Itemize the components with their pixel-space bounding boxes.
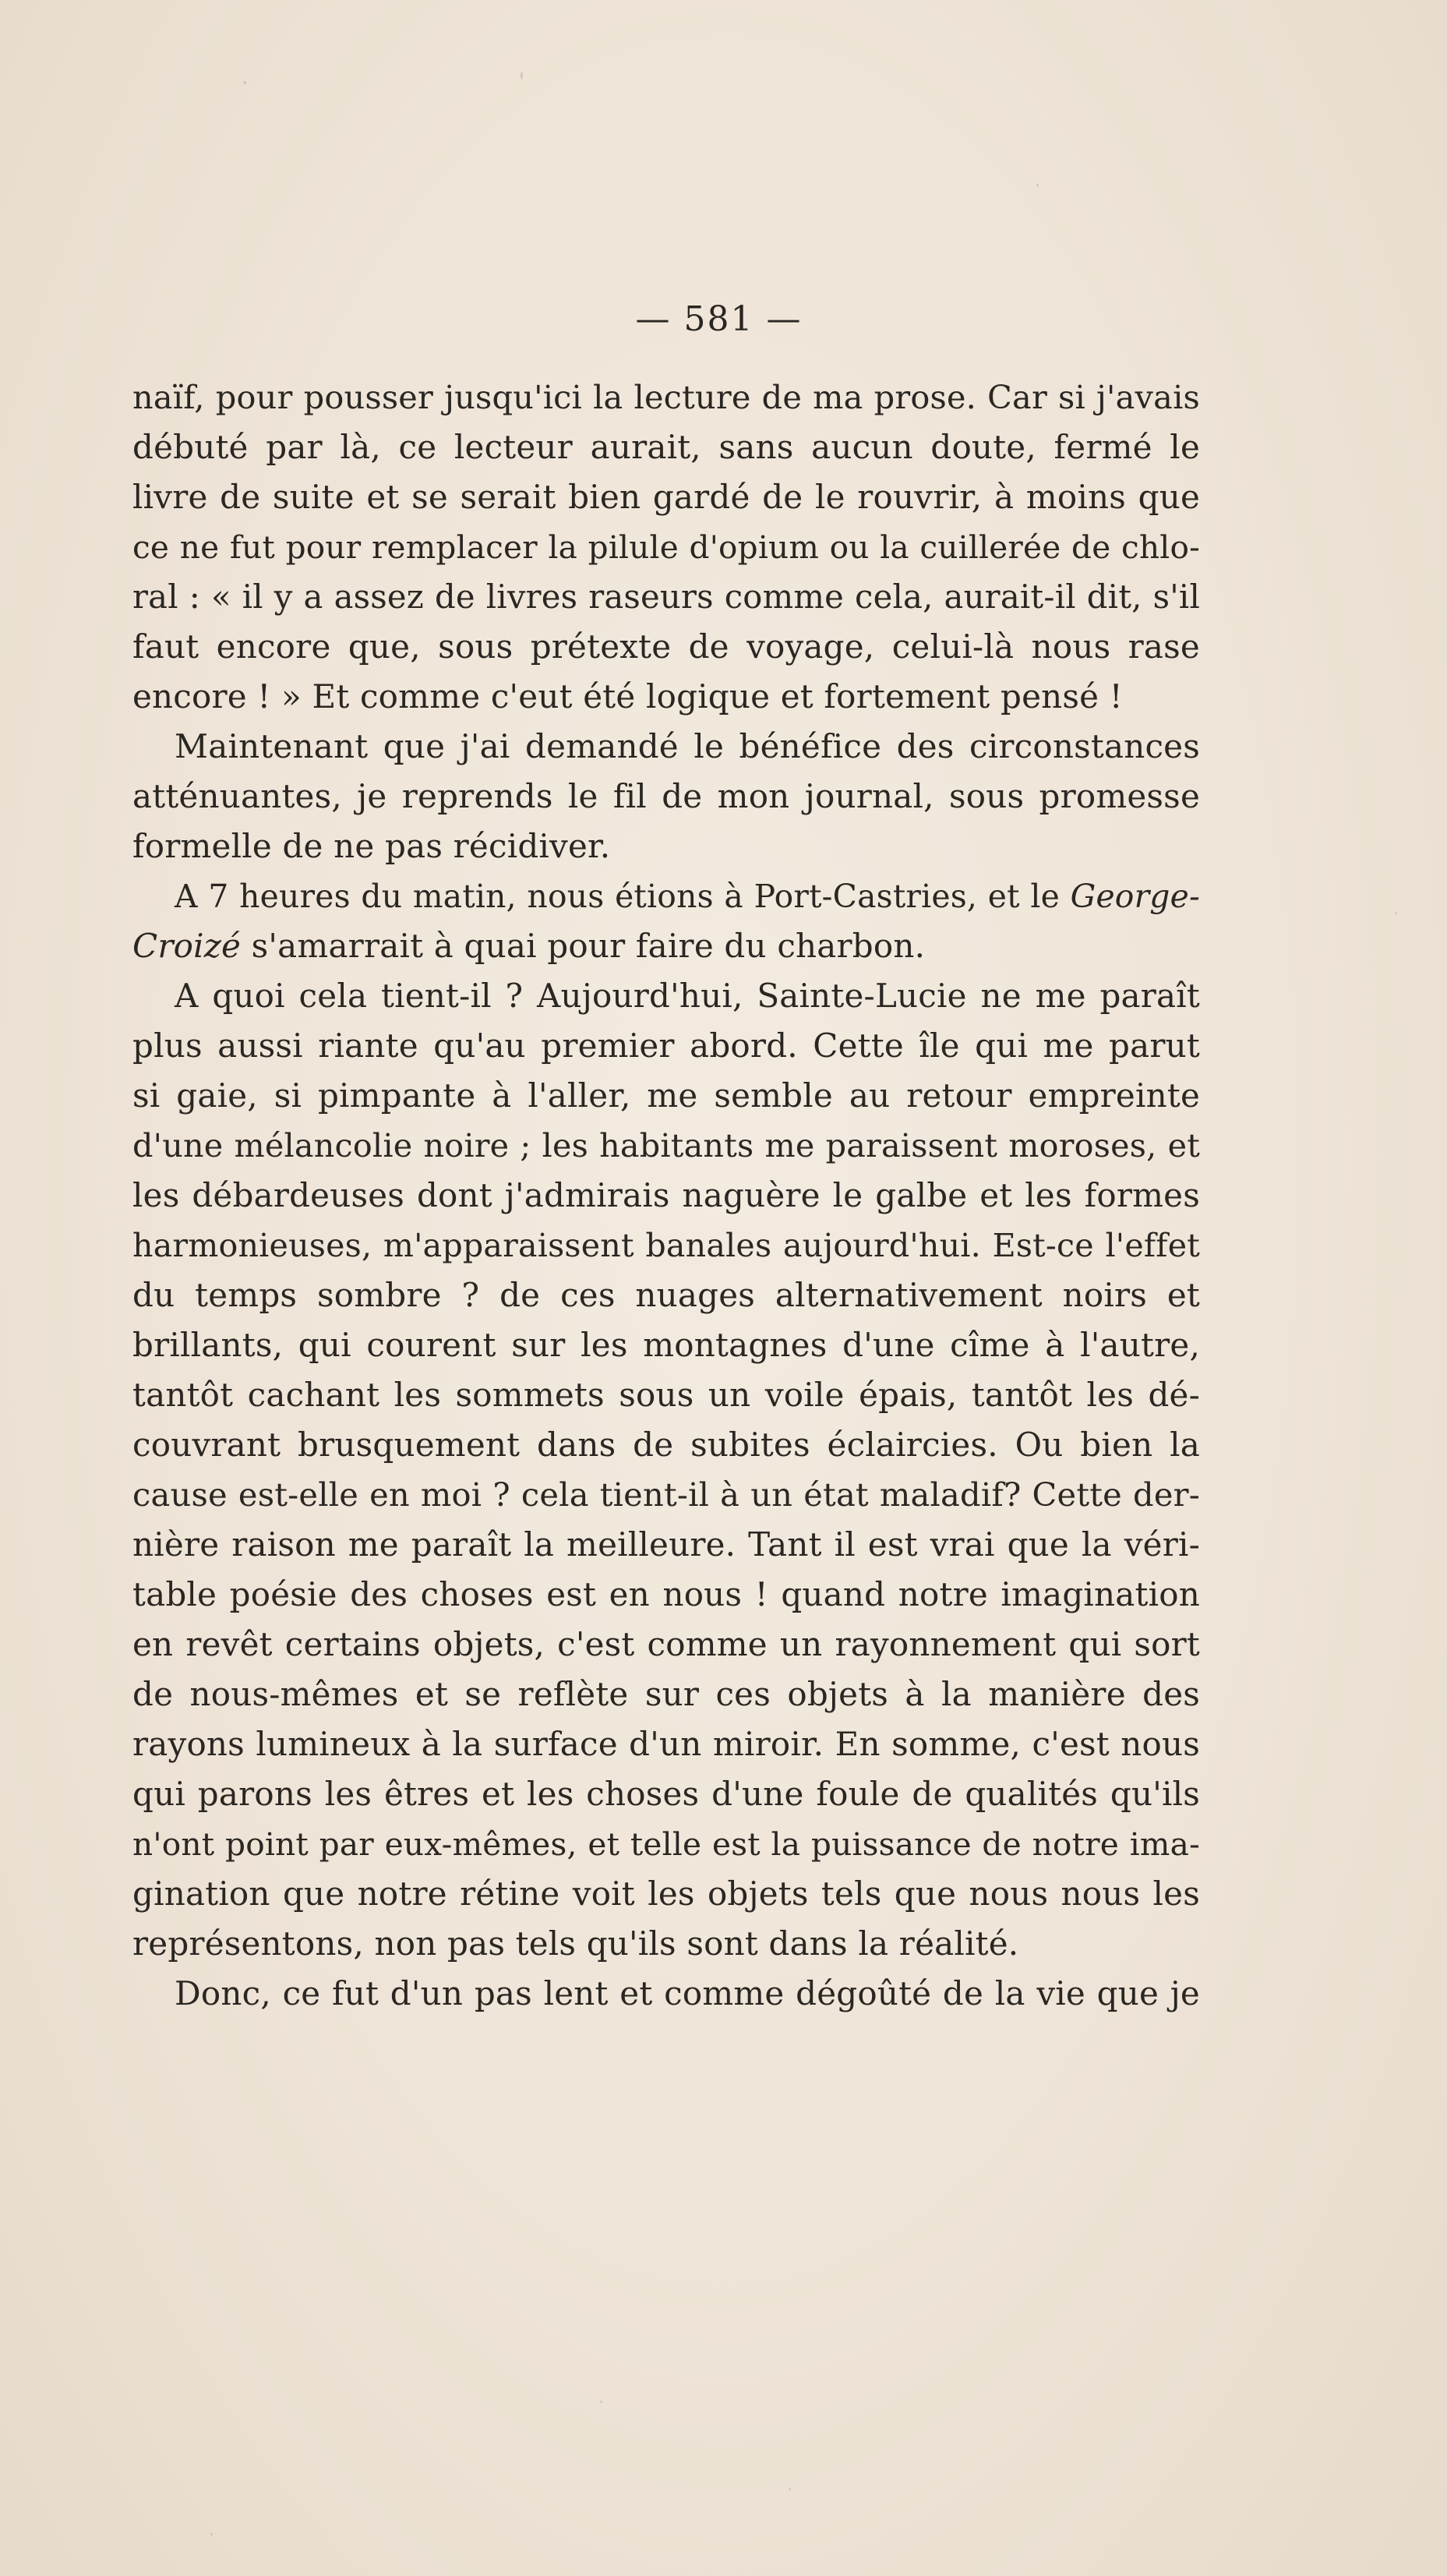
ship-name-italic: George- — [1070, 878, 1200, 915]
paper-speck — [600, 2401, 602, 2403]
paragraph-start-line: Maintenant que j'ai demandé le bénéfice des circonstances — [175, 727, 1200, 765]
text-line: nière raison me paraît la meilleure. Tant il est vrai que la véri- — [132, 1525, 1200, 1564]
text-line: naïf, pour pousser jusqu'ici la lecture de ma prose. Car si j'avais — [132, 379, 1200, 416]
text-line: encore ! » Et comme c'eut été logique et fortement pensé ! — [132, 677, 1123, 716]
text-line: table poésie des choses est en nous ! quand notre imagination — [132, 1575, 1200, 1613]
text-line: tantôt cachant les sommets sous un voile épais, tantôt les dé- — [132, 1376, 1200, 1414]
text-line: livre de suite et se serait bien gardé de le rouvrir, à moins que — [132, 478, 1200, 516]
text-line: les débardeuses dont j'admirais naguère le galbe et les formes — [132, 1176, 1200, 1214]
paper-speck — [521, 72, 523, 80]
text-line: couvrant brusquement dans de subites éclaircies. Ou bien la — [132, 1426, 1200, 1464]
paragraph-start-line: A quoi cela tient-il ? Aujourd'hui, Sainte-Lucie ne me paraît — [175, 977, 1200, 1015]
text-segment: A 7 heures du matin, nous étions à Port-Castries, et le — [175, 878, 1071, 915]
text-line: plus aussi riante qu'au premier abord. Cette île qui me parut — [132, 1027, 1200, 1065]
text-line: de nous-mêmes et se reflète sur ces objets à la manière des — [132, 1675, 1200, 1713]
text-line: rayons lumineux à la surface d'un miroir. En somme, c'est nous — [132, 1725, 1200, 1763]
body-text — [132, 373, 1200, 2019]
text-line: si gaie, si pimpante à l'aller, me semble au retour empreinte — [132, 1076, 1200, 1115]
text-line: harmonieuses, m'apparaissent banales aujourd'hui. Est-ce l'effet — [132, 1227, 1200, 1264]
text-line: faut encore que, sous prétexte de voyage, celui-là nous rase — [132, 627, 1200, 666]
text-line: formelle de ne pas récidiver. — [132, 827, 611, 865]
text-line: représentons, non pas tels qu'ils sont dans la réalité. — [132, 1924, 1019, 1963]
text-line: débuté par là, ce lecteur aurait, sans aucun doute, fermé le — [132, 428, 1200, 466]
paragraph-start-line: Donc, ce fut d'un pas lent et comme dégoûté de la vie que je — [175, 1974, 1200, 2012]
text-line: atténuantes, je reprends le fil de mon journal, sous promesse — [132, 777, 1200, 815]
paper-speck — [243, 81, 246, 84]
paper-speck — [210, 2533, 213, 2535]
text-line: qui parons les êtres et les choses d'une foule de qualités qu'ils — [132, 1775, 1200, 1813]
text-line: n'ont point par eux-mêmes, et telle est la puissance de notre ima- — [132, 1825, 1200, 1863]
text-line: brillants, qui courent sur les montagnes d'une cîme à l'autre, — [132, 1326, 1200, 1364]
text-line: du temps sombre ? de ces nuages alternativement noirs et — [132, 1276, 1200, 1314]
paragraph-start-line — [132, 871, 1200, 921]
text-line: en revêt certains objets, c'est comme un rayonnement qui sort — [132, 1625, 1200, 1663]
text-line: d'une mélancolie noire ; les habitants me paraissent moroses, et — [132, 1127, 1200, 1164]
text-line: cause est-elle en moi ? cela tient-il à un état maladif? Cette der- — [132, 1475, 1200, 1514]
text-line: ral : « il y a assez de livres raseurs comme cela, aurait-il dit, s'il — [132, 578, 1200, 616]
text-line: gination que notre rétine voit les objets tels que nous nous les — [132, 1875, 1200, 1913]
page-number: — 581 — — [635, 299, 803, 339]
paper-speck — [789, 2488, 791, 2490]
paper-speck — [1395, 912, 1397, 914]
text-line — [132, 921, 1200, 971]
ship-name-italic: Croizé — [132, 927, 242, 965]
paper-speck — [1036, 184, 1039, 186]
text-line: ce ne fut pour remplacer la pilule d'opium ou la cuillerée de chlo- — [132, 528, 1200, 566]
text-segment: s'amarrait à quai pour faire du charbon. — [241, 927, 926, 965]
